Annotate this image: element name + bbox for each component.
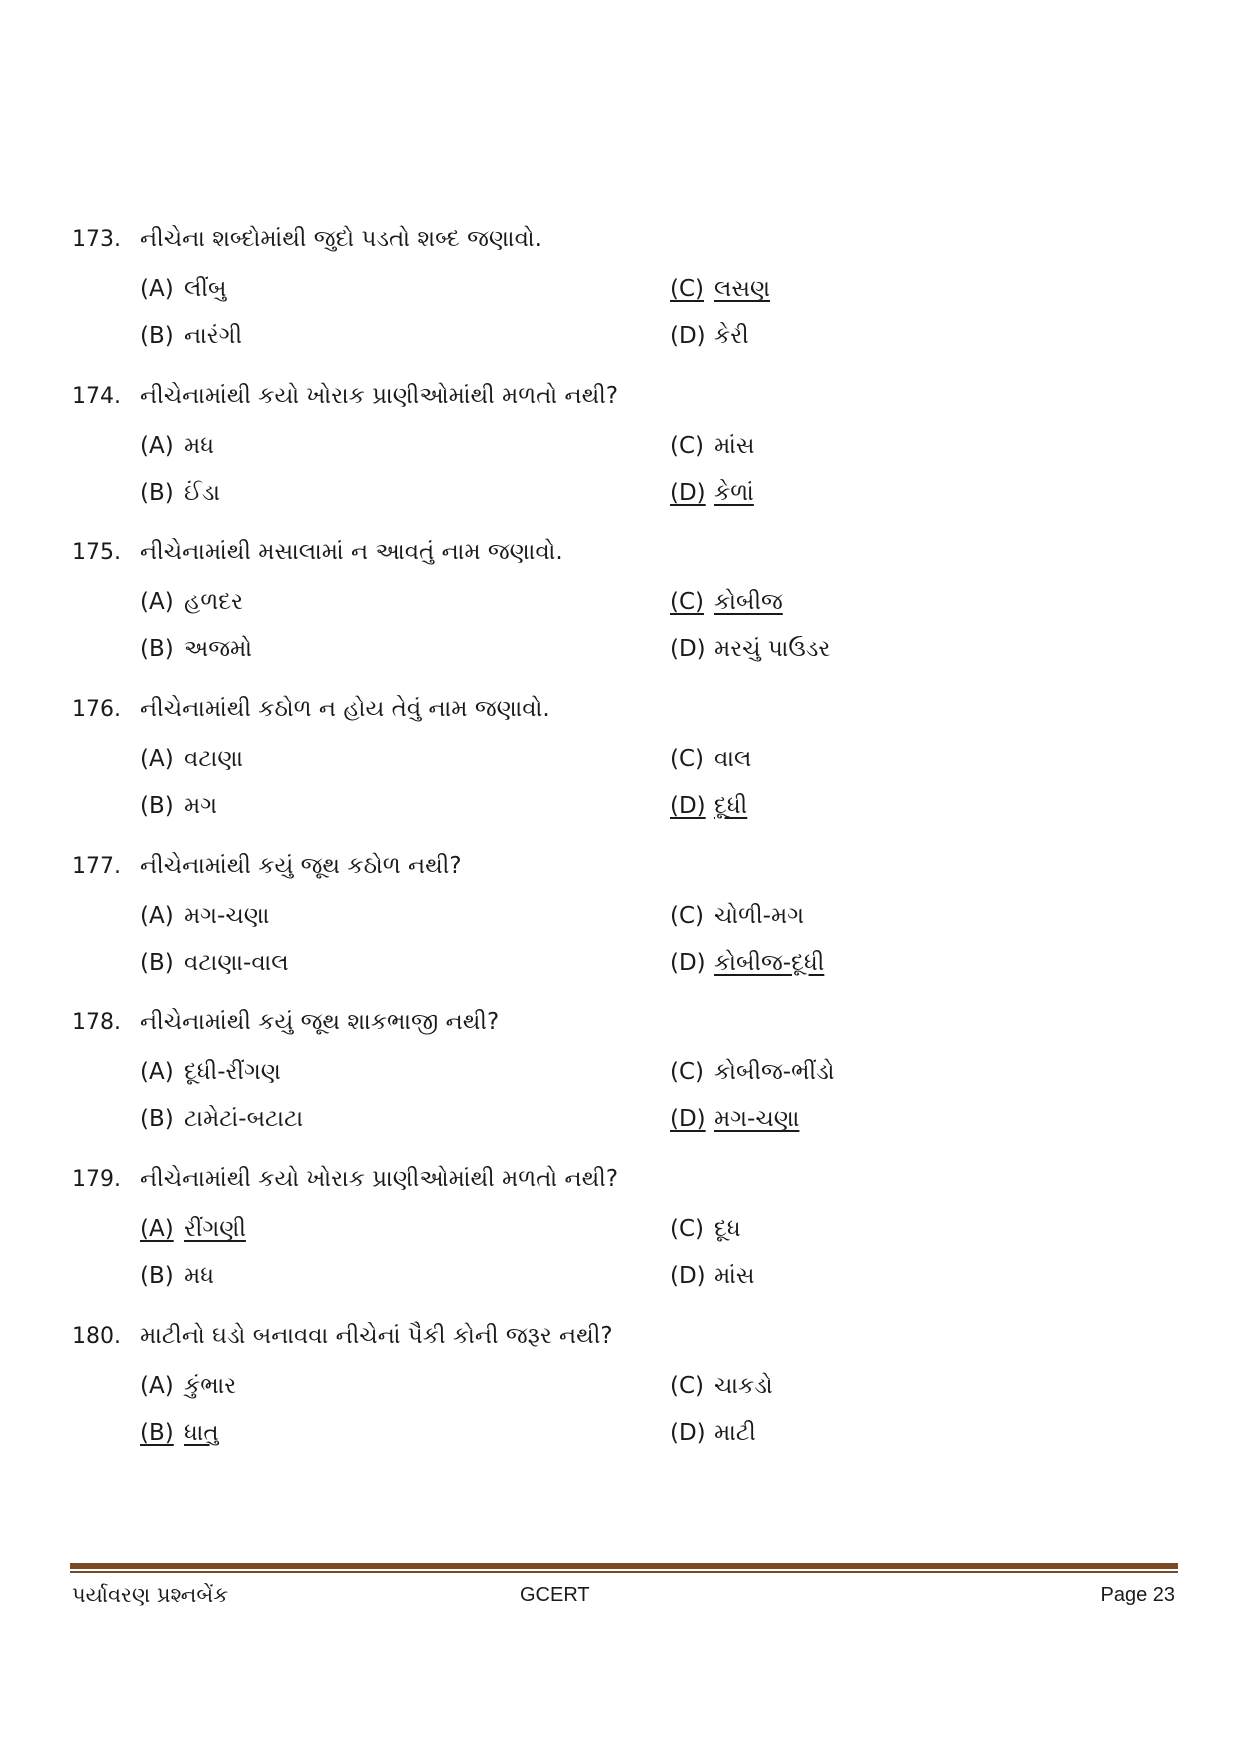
question-block (0, 1162, 1241, 1319)
option-letter: (A) (140, 589, 174, 616)
answer-option (670, 742, 751, 776)
option-text: કોબીજ-દૂધી (714, 949, 825, 976)
option-letter: (C) (670, 589, 705, 616)
answer-option (670, 429, 755, 463)
question-block (0, 692, 1241, 849)
option-letter: (D) (670, 949, 706, 976)
footer-divider-thin (70, 1571, 1178, 1573)
footer-publisher: GCERT (520, 1584, 590, 1606)
option-letter: (B) (140, 1106, 174, 1133)
option-letter: (C) (670, 276, 705, 302)
answer-option (140, 1212, 246, 1246)
question-text: નીચેનામાંથી કયું જૂથ શાકભાજી નથી? (140, 1009, 500, 1036)
answer-option (670, 319, 749, 353)
option-letter: (B) (140, 1263, 174, 1290)
option-text: મગ-ચણા (714, 1106, 800, 1133)
option-letter: (C) (670, 902, 705, 929)
option-text: વટાણા (184, 746, 244, 773)
answer-option (670, 1259, 755, 1293)
answer-option (670, 1416, 756, 1450)
answer-option (670, 1102, 799, 1136)
option-text: માંસ (714, 432, 755, 459)
option-text: ધાતુ (184, 1419, 219, 1446)
option-letter: (B) (140, 949, 174, 976)
option-letter: (D) (670, 1419, 706, 1446)
answer-option (670, 272, 770, 306)
question-row (72, 692, 550, 726)
option-letter: (B) (140, 479, 174, 506)
answer-option (140, 1416, 219, 1450)
footer-page-number: Page 23 (1100, 1584, 1175, 1606)
question-row (72, 1005, 499, 1039)
question-text: નીચેનામાંથી કઠોળ ન હોય તેવું નામ જણાવો. (140, 696, 550, 723)
answer-option (140, 899, 269, 933)
answer-option (670, 476, 754, 510)
answer-option (140, 272, 226, 306)
option-text: ટામેટાં-બટાટા (184, 1106, 304, 1133)
answer-option (140, 1369, 236, 1403)
option-text: મગ-ચણા (184, 902, 270, 929)
option-text: હળદર (184, 589, 244, 616)
question-number: 174. (72, 383, 121, 409)
question-row (72, 379, 618, 413)
question-block (0, 222, 1241, 379)
option-text: લીંબુ (184, 276, 227, 302)
question-row (72, 849, 462, 883)
question-number: 180. (72, 1323, 121, 1349)
answer-option (670, 789, 747, 823)
question-block (0, 1005, 1241, 1162)
option-text: રીંગણી (184, 1216, 246, 1243)
question-block (0, 535, 1241, 692)
question-number: 175. (72, 540, 121, 566)
question-block (0, 1319, 1241, 1476)
option-text: નારંગી (184, 323, 243, 349)
option-letter: (D) (670, 636, 706, 663)
option-text: મધ (184, 432, 215, 459)
option-letter: (B) (140, 323, 174, 349)
option-letter: (D) (670, 793, 706, 820)
question-row (72, 1319, 613, 1353)
answer-option (670, 632, 830, 666)
answer-option (670, 1212, 741, 1246)
option-letter: (A) (140, 1059, 174, 1086)
option-text: માટી (714, 1419, 756, 1446)
answer-option (670, 899, 804, 933)
answer-option (140, 789, 217, 823)
question-block (0, 379, 1241, 536)
option-letter: (C) (670, 1372, 705, 1399)
answer-option (140, 1102, 303, 1136)
footer-book-title: પર્યાવરણ પ્રશ્નબેંક (72, 1583, 229, 1607)
question-row (72, 222, 542, 256)
question-text: નીચેનામાંથી કયો ખોરાક પ્રાણીઓમાંથી મળતો નથી? (140, 382, 619, 409)
question-number: 177. (72, 853, 121, 879)
question-number: 179. (72, 1167, 121, 1193)
footer-divider (70, 1563, 1178, 1569)
option-letter: (C) (670, 746, 705, 773)
option-letter: (A) (140, 746, 174, 773)
question-row (72, 535, 563, 569)
option-letter: (A) (140, 902, 174, 929)
question-list (0, 222, 1241, 1476)
option-letter: (B) (140, 636, 174, 663)
option-text: કેળાં (714, 479, 754, 506)
answer-option (670, 1055, 834, 1089)
option-letter: (C) (670, 432, 705, 459)
option-text: ચાકડો (714, 1372, 773, 1399)
option-letter: (A) (140, 432, 174, 459)
option-text: ઈંડા (184, 479, 221, 506)
question-text: નીચેનામાંથી કયો ખોરાક પ્રાણીઓમાંથી મળતો નથી? (140, 1166, 619, 1193)
option-text: અજમો (184, 636, 253, 663)
question-text: નીચેનામાંથી કયું જૂથ કઠોળ નથી? (140, 852, 462, 879)
option-letter: (D) (670, 479, 706, 506)
answer-option (670, 946, 824, 980)
answer-option (140, 1055, 281, 1089)
option-text: દૂધ (714, 1216, 741, 1243)
answer-option (140, 429, 214, 463)
option-letter: (A) (140, 276, 174, 302)
option-letter: (A) (140, 1372, 174, 1399)
option-text: માંસ (714, 1263, 755, 1290)
option-text: દૂધી (714, 793, 748, 820)
question-number: 176. (72, 697, 121, 723)
question-number: 178. (72, 1010, 121, 1036)
question-row (72, 1162, 618, 1196)
option-letter: (B) (140, 1419, 174, 1446)
question-text: નીચેના શબ્દોમાંથી જુદો પડતો શબ્દ જણાવો. (140, 226, 542, 252)
answer-option (140, 742, 243, 776)
question-text: માટીનો ઘડો બનાવવા નીચેનાં પૈકી કોની જરૂર નથી? (140, 1322, 613, 1349)
option-letter: (D) (670, 323, 706, 349)
option-letter: (C) (670, 1216, 705, 1243)
option-text: દૂધી-રીંગણ (184, 1059, 281, 1086)
option-letter: (D) (670, 1263, 706, 1290)
option-letter: (B) (140, 793, 174, 820)
option-text: કોબીજ (714, 589, 783, 616)
option-text: ચોળી-મગ (714, 902, 804, 929)
option-text: મગ (184, 793, 218, 820)
answer-option (140, 1259, 214, 1293)
answer-option (140, 632, 252, 666)
answer-option (140, 585, 243, 619)
answer-option (670, 1369, 773, 1403)
option-text: મધ (184, 1263, 215, 1290)
question-number: 173. (72, 227, 121, 252)
option-text: કુંભાર (184, 1372, 237, 1399)
option-text: કોબીજ-ભીંડો (714, 1059, 835, 1086)
option-text: વાલ (714, 746, 752, 773)
option-text: મરચું પાઉડર (714, 636, 831, 663)
option-text: વટાણા-વાલ (184, 949, 289, 976)
answer-option (140, 319, 242, 353)
option-text: કેરી (714, 323, 749, 349)
question-text: નીચેનામાંથી મસાલામાં ન આવતું નામ જણાવો. (140, 539, 563, 566)
option-letter: (A) (140, 1216, 174, 1243)
option-text: લસણ (714, 276, 771, 302)
answer-option (670, 585, 783, 619)
option-letter: (D) (670, 1106, 706, 1133)
answer-option (140, 476, 220, 510)
answer-option (140, 946, 289, 980)
option-letter: (C) (670, 1059, 705, 1086)
question-block (0, 849, 1241, 1006)
